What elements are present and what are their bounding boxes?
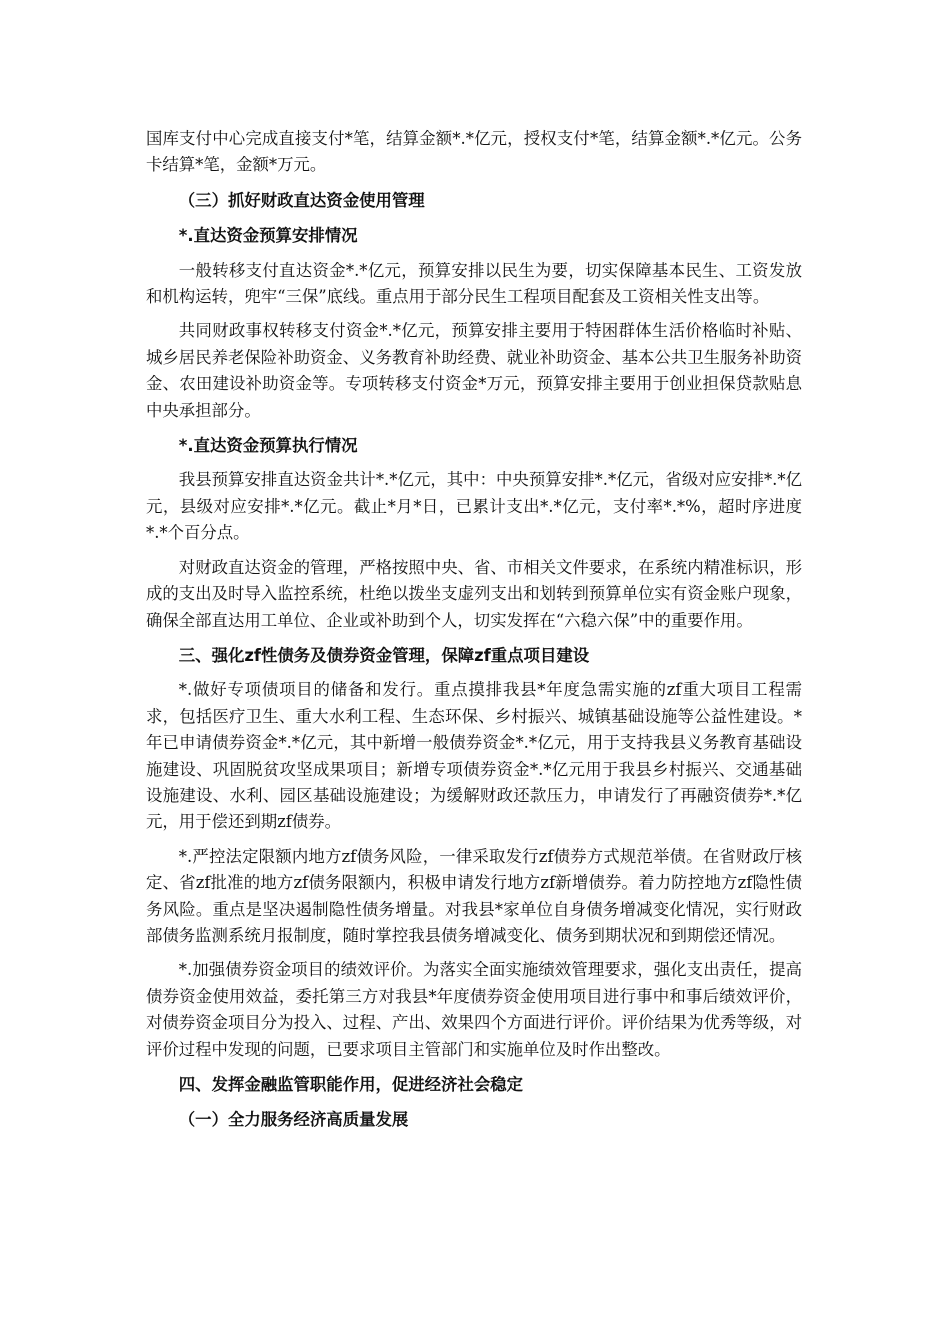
body-paragraph: 共同财政事权转移支付资金*.*亿元，预算安排主要用于特困群体生活价格临时补贴、城乡居民养老保险补助资金、义务教育补助经费、就业补助资金、基本公共卫生服务补助资金、农田建设补助资金等。专项转移支付资金*万元，预算安排主要用于创业担保贷款贴息中央承担部分。 (146, 321, 802, 420)
body-paragraph: 我县预算安排直达资金共计*.*亿元，其中：中央预算安排*.*亿元，省级对应安排*.*亿元，县级对应安排*.*亿元。截止*月*日，已累计支出*.*亿元，支付率*.*%，超时序进度*.*个百分点。 (146, 470, 802, 543)
body-paragraph: 对财政直达资金的管理，严格按照中央、省、市相关文件要求，在系统内精准标识，形成的支出及时导入监控系统，杜绝以拨坐支虚列支出和划转到预算单位实有资金账户现象，确保全部直达用工单位、企业或补助到个人，切实发挥在“六稳六保”中的重要作用。 (146, 557, 802, 630)
section-heading: （三）抓好财政直达资金使用管理 (178, 190, 425, 210)
section-heading: （一）全力服务经济高质量发展 (178, 1110, 409, 1130)
chapter-heading: 四、发挥金融监管职能作用，促进经济社会稳定 (178, 1075, 523, 1094)
body-paragraph: *.严控法定限额内地方zf债务风险，一律采取发行zf债券方式规范举债。在省财政厅核定、省zf批准的地方zf债务限额内，积极申请发行地方zf新增债券。着力防控地方zf隐性债务风险。重点是坚决遏制隐性债务增量。对我县*家单位自身债务增减变化情况，实行财政部债务监测系统月报制度，随时掌控我县债务增减变化、债务到期状况和到期偿还情况。 (146, 846, 802, 945)
body-paragraph: 一般转移支付直达资金*.*亿元，预算安排以民生为要，切实保障基本民生、工资发放和机构运转，兜牢“三保”底线。重点用于部分民生工程项目配套及工资相关性支出等。 (146, 260, 802, 307)
subsection-heading: *.直达资金预算执行情况 (178, 436, 358, 456)
body-paragraph: *.加强债券资金项目的绩效评价。为落实全面实施绩效管理要求，强化支出责任，提高债券资金使用效益，委托第三方对我县*年度债券资金使用项目进行事中和事后绩效评价，对债券资金项目分为投入、过程、产出、效果四个方面进行评价。评价结果为优秀等级，对评价过程中发现的问题，已要求项目主管部门和实施单位及时作出整改。 (146, 960, 802, 1059)
body-paragraph: *.做好专项债项目的储备和发行。重点摸排我县*年度急需实施的zf重大项目工程需求，包括医疗卫生、重大水利工程、生态环保、乡村振兴、城镇基础设施等公益性建设。*年已申请债券资金*.*亿元，其中新增一般债券资金*.*亿元，用于支持我县义务教育基础设施建设、巩固脱贫攻坚成果项目；新增专项债券资金*.*亿元用于我县乡村振兴、交通基础设施建设、水利、园区基础设施建设；为缓解财政还款压力，申请发行了再融资债券*.*亿元，用于偿还到期zf债券。 (146, 680, 802, 832)
chapter-heading: 三、强化zf性债务及债券资金管理，保障zf重点项目建设 (178, 645, 590, 665)
subsection-heading: *.直达资金预算安排情况 (178, 226, 358, 246)
body-paragraph: 国库支付中心完成直接支付*笔，结算金额*.*亿元，授权支付*笔，结算金额*.*亿元。公务卡结算*笔，金额*万元。 (146, 129, 802, 175)
